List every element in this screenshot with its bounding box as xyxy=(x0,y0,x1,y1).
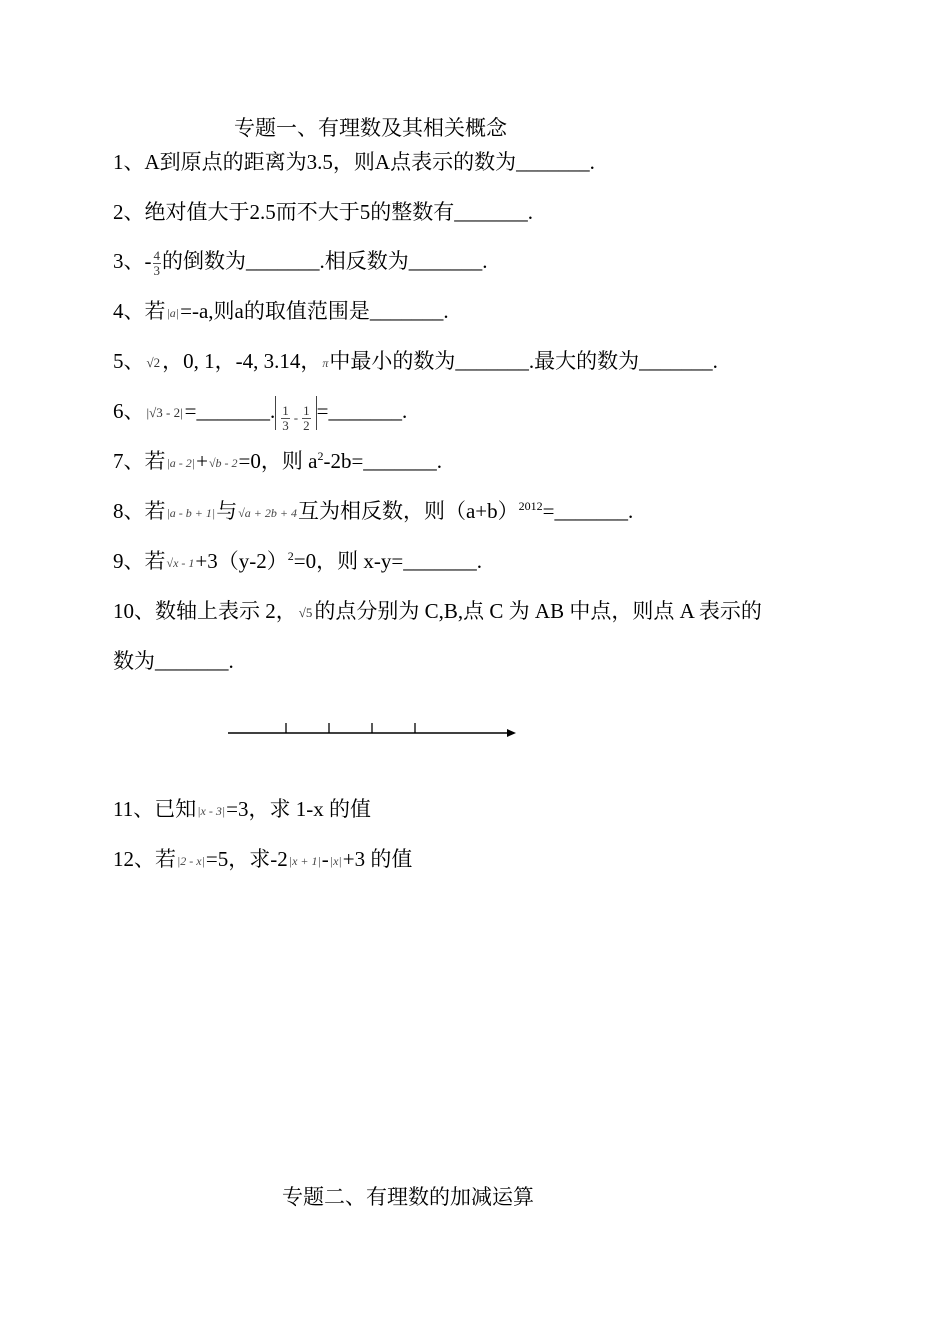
abs-2-minus-x-expr: |2 - x| xyxy=(177,854,205,869)
sqrt-a-plus-2b-plus-4-expr: √a + 2b + 4 xyxy=(238,506,297,521)
abs-a-minus-b-plus-1-expr: |a - b + 1| xyxy=(166,506,216,521)
fraction-four-thirds: $\frac{4}{3}$ xyxy=(153,247,160,278)
sqrt-b-minus-2-expr: √b - 2 xyxy=(208,456,238,471)
question-2: 2、绝对值大于2.5而不大于5的整数有_______. xyxy=(113,200,533,224)
abs-fraction-difference-expr: $\frac{1}{3}$ - $\frac{1}{2}$ xyxy=(275,396,316,430)
abs-a-expr: |a| xyxy=(166,306,180,321)
abs-x-expr: |x| xyxy=(329,854,342,869)
abs-x-plus-1-expr: |x + 1| xyxy=(288,854,321,869)
abs-sqrt3-minus-2-expr: |√3 - 2| xyxy=(146,405,183,421)
question-1: 1、A到原点的距离为3.5，则A点表示的数为_______. xyxy=(113,150,595,174)
question-4: 4、若|a|=-a,则a的取值范围是_______. xyxy=(113,299,449,323)
question-9: 9、若$√x - 1+3(y-2)^2=0$，则 x-y=_______. xyxy=(113,549,482,573)
abs-a-minus-2-expr: |a - 2| xyxy=(166,456,196,471)
question-5: 5、 √2，0, 1，-4, 3.14，π中最小的数为_______.最大的数为_______. xyxy=(113,349,718,373)
sqrt-x-minus-1-expr: √x - 1 xyxy=(166,556,195,571)
pi-symbol: π xyxy=(322,356,329,371)
question-3 xyxy=(113,243,488,279)
question-10: 10、数轴上表示 2， √5的点分别为 C,B,点 C 为 AB 中点，则点 A 表示的 xyxy=(113,599,762,623)
section-heading-2: 专题二、有理数的加减运算 xyxy=(282,1185,534,1209)
question-8: 8、若|a - b + 1|与√a + 2b + 4互为相反数，则$(a+b)^{2012}=\_\_\_\_\_\_\_$. xyxy=(113,499,634,523)
question-11: 11、已知|x - 3|=3，求 1-x 的值 xyxy=(113,797,371,821)
abs-x-minus-3-expr: |x - 3| xyxy=(197,804,226,819)
question-7: 7、若|a - 2|+√b - 2=0，则 $a^2-2b=\_\_\_\_\_\_\_$. xyxy=(113,449,443,473)
question-12: 12、若|2 - x|=5，求-2|x + 1|-|x|+3 的值 xyxy=(113,847,413,871)
section-heading-1: 专题一、有理数及其相关概念 xyxy=(234,116,507,140)
sqrt-2-expr: √2 xyxy=(146,355,161,371)
question-10-continued: 数为_______. xyxy=(113,649,234,673)
question-6: 6、 |√3 - 2|=_______. $\frac{1}{3}$ - $\frac{1}{2}$ =_______. xyxy=(113,391,407,431)
q3-prefix: 3、- xyxy=(113,249,152,273)
sqrt-5-expr: √5 xyxy=(298,605,313,621)
q3-text: 的倒数为_______.相反数为_______. xyxy=(162,249,488,273)
number-line xyxy=(226,718,520,742)
